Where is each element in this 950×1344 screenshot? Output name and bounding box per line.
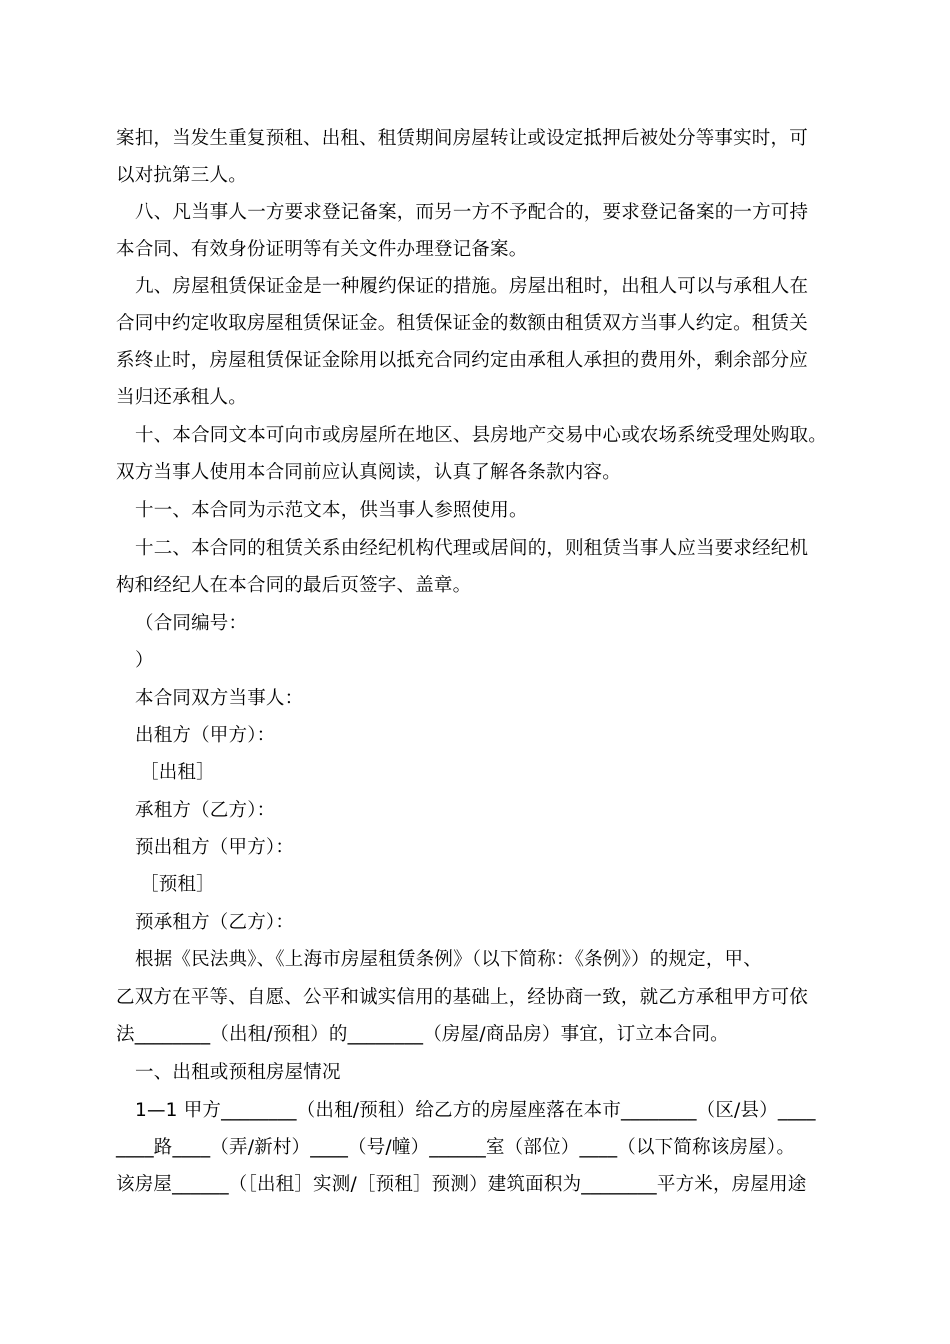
preamble-line: 根据《民法典》、《上海市房屋租赁条例》（以下简称：《条例》）的规定，甲、 [135, 949, 762, 970]
parties-heading: 本合同双方当事人： [135, 688, 304, 709]
text-line: 构和经纪人在本合同的最后页签字、盖章。 [116, 575, 472, 596]
pre-lessee-label: 预承租方（乙方）： [135, 912, 295, 933]
text-line: 本合同、有效身份证明等有关文件办理登记备案。 [116, 239, 528, 260]
text-line: 乙双方在平等、自愿、公平和诚实信用的基础上，经协商一致，就乙方承租甲方可依 [116, 987, 808, 1008]
section-1-heading: 一、出租或预租房屋情况 [135, 1062, 341, 1083]
clause-12-line: 十二、本合同的租赁关系由经纪机构代理或居间的，则租赁当事人应当要求经纪机 [135, 538, 809, 559]
text-line: ____路____（弄/新村）____（号/幢）______室（部位）____（以下简称该房屋）。 [116, 1137, 796, 1158]
text-line: 当归还承租人。 [116, 387, 247, 408]
text-line: 合同中约定收取房屋租赁保证金。租赁保证金的数额由租赁双方当事人约定。租赁关 [116, 313, 808, 334]
text-line: 双方当事人使用本合同前应认真阅读，认真了解各条款内容。 [116, 462, 621, 483]
pre-lessor-label: 预出租方（甲方）： [135, 837, 295, 858]
clause-11-line: 十一、本合同为示范文本，供当事人参照使用。 [135, 500, 528, 521]
lease-tag: ［出租］ [140, 762, 215, 783]
text-line: 以对抗第三人。 [116, 165, 247, 186]
pre-lease-tag: ［预租］ [140, 874, 215, 895]
lessee-label: 承租方（乙方）： [135, 800, 276, 821]
text-line: 该房屋______（［出租］实测/［预租］预测）建筑面积为________平方米，房屋用途 [116, 1174, 807, 1195]
contract-number-label: （合同编号： [135, 613, 248, 634]
clause-9-line: 九、房屋租赁保证金是一种履约保证的措施。房屋出租时，出租人可以与承租人在 [135, 276, 809, 297]
clause-1-1-line: 1—1 甲方________（出租/预租）给乙方的房屋座落在本市________（区/县）____ [135, 1100, 816, 1121]
lessor-label: 出租方（甲方）： [135, 725, 276, 746]
clause-8-line: 八、凡当事人一方要求登记备案，而另一方不予配合的，要求登记备案的一方可持 [135, 202, 809, 223]
text-line: 法________（出租/预租）的________（房屋/商品房）事宜，订立本合同。 [116, 1024, 729, 1045]
text-line: 案扣，当发生重复预租、出租、租赁期间房屋转让或设定抵押后被处分等事实时，可 [116, 128, 808, 149]
contract-number-close: ） [135, 650, 154, 671]
text-line: 系终止时，房屋租赁保证金除用以抵充合同约定由承租人承担的费用外，剩余部分应 [116, 350, 808, 371]
clause-10-line: 十、本合同文本可向市或房屋所在地区、县房地产交易中心或农场系统受理处购取。 [135, 425, 827, 446]
